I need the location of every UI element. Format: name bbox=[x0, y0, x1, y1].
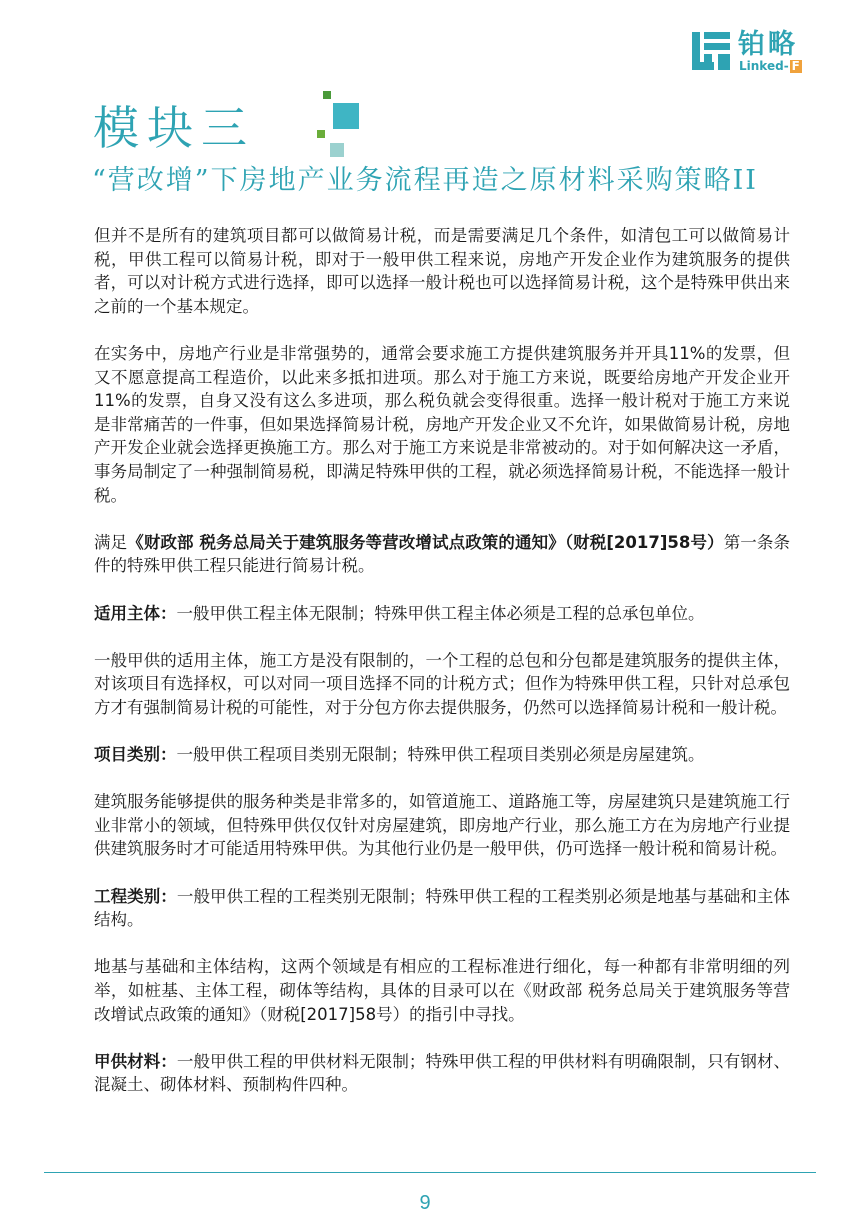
paragraph bbox=[94, 885, 790, 932]
paragraph bbox=[94, 602, 790, 626]
paragraph-label: 项目类别： bbox=[94, 745, 177, 765]
brand-name-cn: 铂略 bbox=[738, 29, 798, 60]
page-subtitle: “营改增”下房地产业务流程再造之原材料采购策略II bbox=[92, 165, 758, 196]
paragraph bbox=[94, 1050, 790, 1097]
paragraph-text: 一般甲供工程的甲供材料无限制；特殊甲供工程的甲供材料有明确限制，只有钢材、混凝土、砌体材料、预制构件四种。 bbox=[94, 1051, 791, 1095]
paragraph-text: 地基与基础和主体结构，这两个领域是有相应的工程标准进行细化，每一种都有非常明细的列举，如桩基、主体工程，砌体等结构，具体的目录可以在《财政部 税务总局关于建筑服务等营改增试点政策的通知》（财税[2017]58号）的指引中寻找。 bbox=[94, 957, 790, 1024]
paragraph-text: 一般甲供工程主体无限制；特殊甲供工程主体必须是工程的总承包单位。 bbox=[176, 603, 705, 623]
brand-name-en-badge: F bbox=[791, 59, 800, 73]
paragraph-text: 一般甲供工程的工程类别无限制；特殊甲供工程的工程类别必须是地基与基础和主体结构。 bbox=[94, 886, 791, 930]
paragraph bbox=[94, 743, 790, 767]
paragraph-label: 工程类别： bbox=[94, 886, 177, 906]
body-content bbox=[94, 224, 790, 1121]
paragraph bbox=[94, 531, 790, 578]
brand-logo-icon bbox=[692, 32, 730, 70]
paragraph bbox=[94, 342, 790, 507]
decor-square bbox=[317, 130, 325, 138]
paragraph-text: 一般甲供工程项目类别无限制；特殊甲供工程项目类别必须是房屋建筑。 bbox=[176, 745, 705, 765]
page-number: 9 bbox=[419, 1192, 431, 1214]
policy-reference: 《财政部 税务总局关于建筑服务等营改增试点政策的通知》（财税[2017]58号） bbox=[127, 532, 724, 552]
paragraph-text: 建筑服务能够提供的服务种类是非常多的，如管道施工、道路施工等，房屋建筑只是建筑施工行业非常小的领域，但特殊甲供仅仅针对房屋建筑，即房地产行业，那么施工方在为房地产行业提供建筑服务时才可能适用特殊甲供。为其他行业仍是一般甲供，仍可选择一般计税和简易计税。 bbox=[94, 792, 790, 859]
paragraph-text: 但并不是所有的建筑项目都可以做简易计税，而是需要满足几个条件，如清包工可以做简易计税，甲供工程可以简易计税，即对于一般甲供工程来说，房地产开发企业作为建筑服务的提供者，可以对计税方式进行选择，即可以选择一般计税也可以选择简易计税，这个是特殊甲供出来之前的一个基本规定。 bbox=[94, 226, 790, 316]
brand-name-en-text: Linked- bbox=[739, 59, 789, 73]
decor-square bbox=[323, 91, 331, 99]
decor-square bbox=[333, 103, 359, 129]
decor-square bbox=[330, 143, 344, 157]
paragraph bbox=[94, 649, 790, 720]
paragraph-text-pre: 满足 bbox=[94, 532, 128, 552]
paragraph-text: 在实务中，房地产行业是非常强势的，通常会要求施工方提供建筑服务并开具11%的发票，但又不愿意提高工程造价，以此来多抵扣进项。那么对于施工方来说，既要给房地产开发企业开11%的发票，自身又没有这么多进项，那么税负就会变得很重。选择一般计税对于施工方来说是非常痛苦的一件事，但如果选择简易计税，房地产开发企业又不允许，如果做简易计税，房地产开发企业就会选择更换施工方。那么对于施工方来说是非常被动的。对于如何解决这一矛盾，事务局制定了一种强制简易税，即满足特殊甲供的工程，就必须选择简易计税，不能选择一般计税。 bbox=[94, 343, 790, 505]
footer-divider bbox=[44, 1172, 816, 1173]
paragraph bbox=[94, 224, 790, 318]
paragraph-text-post: 第一条条件的特殊甲供工程只能进行简易计税。 bbox=[94, 532, 791, 576]
brand-name-en bbox=[739, 60, 802, 73]
brand-logo bbox=[692, 30, 832, 74]
paragraph-label: 适用主体： bbox=[94, 603, 177, 623]
module-title: 模块三 bbox=[93, 101, 255, 155]
paragraph-label: 甲供材料： bbox=[94, 1051, 177, 1071]
paragraph-text: 一般甲供的适用主体，施工方是没有限制的，一个工程的总包和分包都是建筑服务的提供主体，对该项目有选择权，可以对同一项目选择不同的计税方式；但作为特殊甲供工程，只针对总承包方才有强制简易计税的可能性，对于分包方你去提供服务，仍然可以选择简易计税和一般计税。 bbox=[94, 650, 790, 717]
paragraph bbox=[94, 955, 790, 1026]
paragraph bbox=[94, 790, 790, 861]
